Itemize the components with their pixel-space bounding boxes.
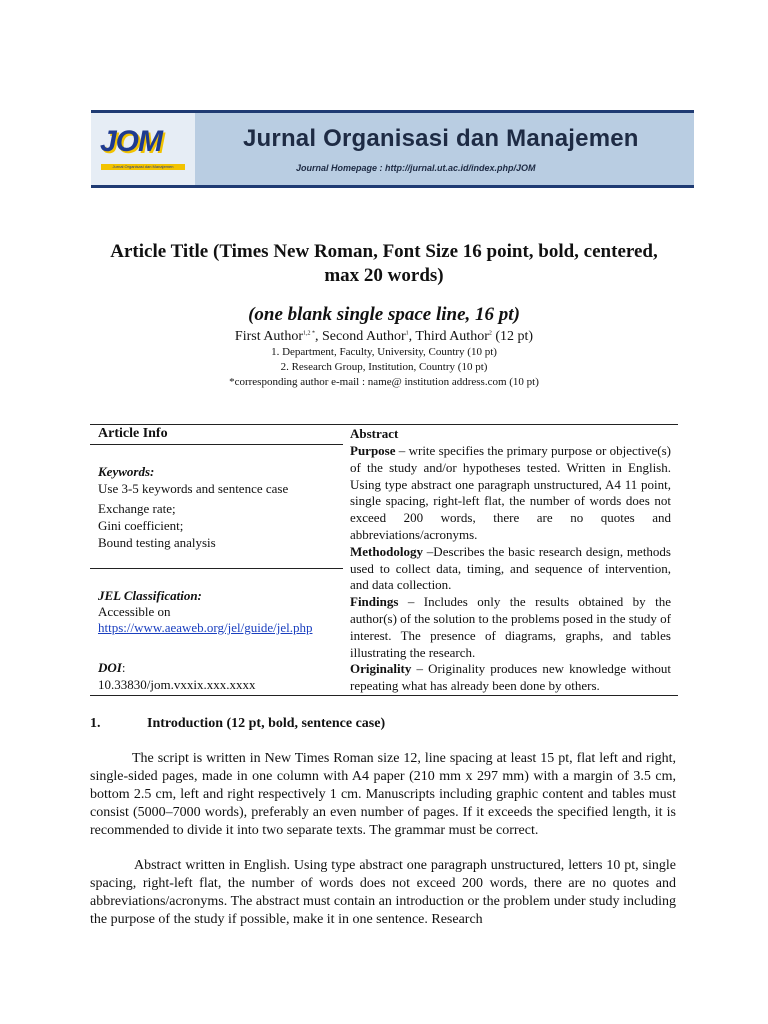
doi-value: 10.33830/jom.vxxix.xxx.xxxx: [98, 677, 256, 692]
third-author: , Third Author: [408, 329, 489, 344]
purpose-text: – write specifies the primary purpose or objective(s) of the study and/or hypotheses tested. Written in English. Using type abstract one paragraph unstructured, A4 11 point, single spacing, right-left flat, the number of words does not exceed 200 words, there are no quotes and abbreviations/acronyms.: [350, 443, 671, 542]
intro-paragraph-2: [90, 857, 676, 929]
keywords-note: Use 3-5 keywords and sentence case: [98, 481, 289, 496]
article-info-heading: Article Info: [98, 426, 168, 441]
section-number: 1.: [90, 716, 101, 731]
journal-banner: [91, 110, 694, 188]
third-author-sup: 2: [488, 330, 492, 337]
journal-homepage: Journal Homepage : http://jurnal.ut.ac.id/index.php/JOM: [296, 163, 536, 173]
doi-label: DOI: [98, 660, 122, 675]
second-author-sup: 1: [405, 330, 409, 337]
originality-label: Originality: [350, 661, 412, 677]
blank-line-note: (one blank single space line, 16 pt): [248, 304, 520, 325]
jel-link-row: [98, 619, 312, 636]
doi-row: [98, 659, 125, 676]
corresponding-author: *corresponding author e-mail : name@ institution address.com (10 pt): [229, 376, 539, 388]
info-mid-rule: [90, 568, 343, 569]
table-bottom-rule: [90, 695, 678, 696]
info-head-rule: [90, 444, 343, 445]
first-author: First Author: [234, 329, 303, 344]
paragraph-1: The script is written in New Times Roman size 12, line spacing at least 15 pt, flat left and right, single-sided pages, made in one column with A4 paper (210 mm x 297 mm) with a margin of 3.5 cm, bottom 2.5 cm, left and right respectively 1 cm. Manuscripts including graphic content and tables must consist (5000–7000 words), preferably an even number of pages. If it exceeds the specified length, it is recommended to divide it into two separate texts. The grammar must be correct.: [90, 751, 676, 838]
table-top-rule: [90, 424, 678, 425]
keywords-label: Keywords:: [98, 464, 155, 479]
first-author-sup: 1,2 *: [303, 330, 315, 337]
abstract-heading: Abstract: [350, 426, 399, 441]
abstract-originality: [350, 661, 671, 695]
affiliation-2: 2. Research Group, Institution, Country (10 pt): [280, 361, 488, 373]
findings-text: – Includes only the results obtained by the author(s) of the solution to the problems posed in the study of interest. The presence of diagrams, graphs, and tables illustrating the research.: [350, 594, 671, 660]
abstract-methodology: [350, 544, 671, 594]
second-author: , Second Author: [315, 329, 406, 344]
abstract-purpose: [350, 443, 671, 544]
findings-label: Findings: [350, 594, 399, 610]
jel-link[interactable]: https://www.aeaweb.org/jel/guide/jel.php: [98, 620, 313, 635]
originality-text: – Originality produces new knowledge without repeating what has already been done by others.: [350, 661, 671, 694]
author-line: [80, 329, 688, 345]
article-title-line1: Article Title (Times New Roman, Font Size 16 point, bold, centered,: [110, 241, 658, 262]
logo-text: JOM: [100, 125, 163, 158]
jel-label: JEL Classification:: [98, 588, 202, 603]
keyword-3: Bound testing analysis: [98, 535, 216, 550]
logo-subtitle: Jurnal Organisasi dan Manajemen: [101, 164, 185, 170]
affiliation-1: 1. Department, Faculty, University, Country (10 pt): [271, 346, 497, 358]
keyword-2: Gini coefficient;: [98, 518, 184, 533]
article-title-line2: max 20 words): [324, 265, 444, 286]
journal-title: Jurnal Organisasi dan Manajemen: [243, 125, 639, 152]
abstract-body: [350, 443, 671, 695]
purpose-label: Purpose: [350, 443, 396, 458]
methodology-text: –Describes the basic research design, methods used to collect data, timing, and sequence of intervention, and data collection.: [350, 543, 671, 593]
intro-paragraph-1: [90, 750, 676, 840]
doi-colon: :: [121, 660, 126, 675]
paragraph-2: Abstract written in English. Using type abstract one paragraph unstructured, letters 10 pt, single spacing, right-left flat, the number of words does not exceed 200 words, there are no quotes and abbreviations/acronyms. The abstract must contain an introduction or the problem under study including the purpose of the study if possible, make it in one sentence. Research: [90, 858, 676, 927]
journal-logo: [91, 113, 195, 185]
abstract-findings: [350, 594, 671, 661]
author-size-note: (12 pt): [491, 329, 534, 344]
keyword-1: Exchange rate;: [98, 501, 176, 516]
section-heading: Introduction (12 pt, bold, sentence case): [147, 716, 386, 731]
jel-text: Accessible on: [98, 604, 171, 619]
methodology-label: Methodology: [350, 543, 423, 559]
article-title: [80, 240, 688, 288]
